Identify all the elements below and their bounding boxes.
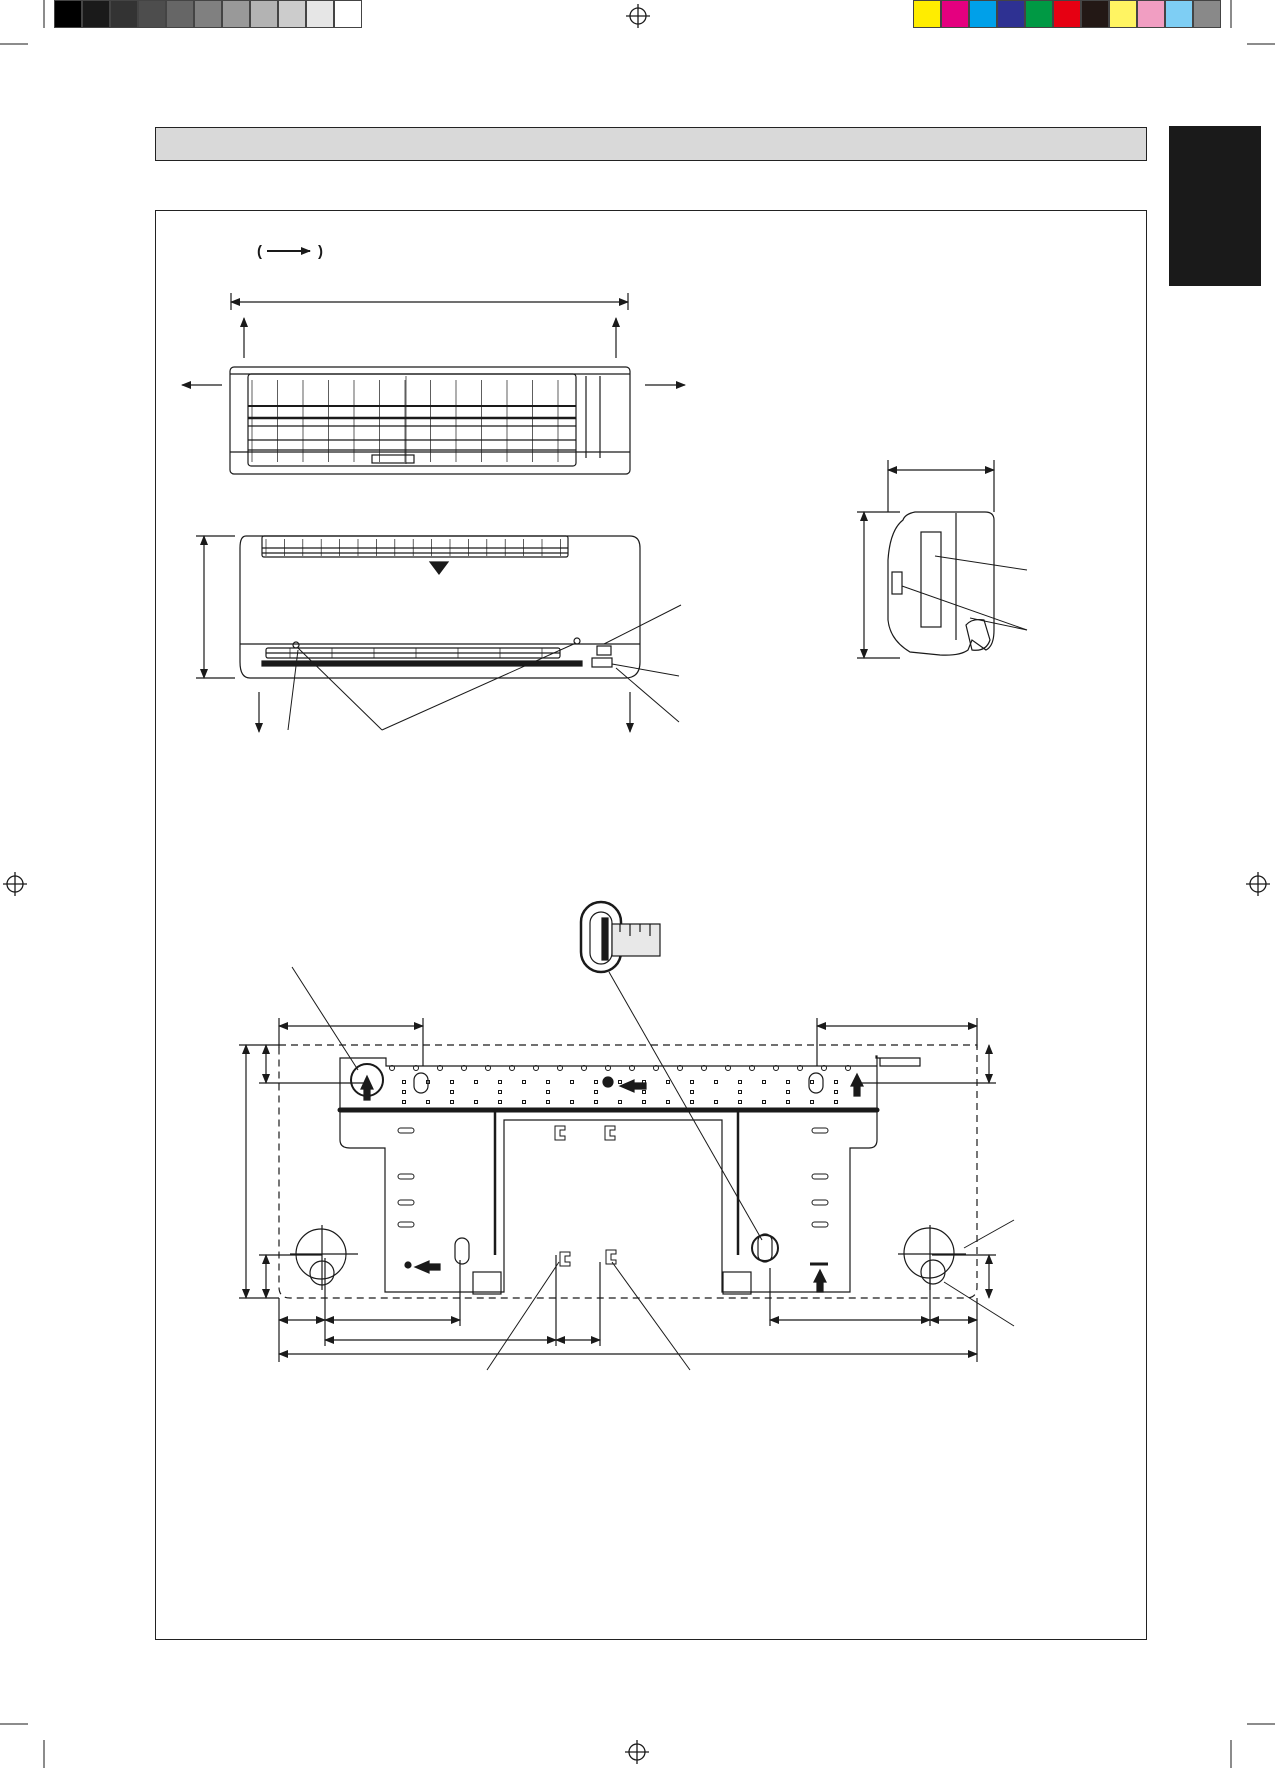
- mounting-slot: [739, 1091, 742, 1094]
- mounting-slot: [475, 1081, 478, 1084]
- top-intake-grille: [262, 536, 568, 557]
- leader-line: [382, 643, 576, 730]
- plate-slot: [812, 1222, 828, 1227]
- mounting-slot: [739, 1081, 742, 1084]
- front-view-unit: [196, 536, 681, 732]
- hook-notch: [605, 1126, 615, 1140]
- tape-measure-detail: [581, 902, 762, 1240]
- mounting-slot: [571, 1081, 574, 1084]
- plate-slot: [398, 1174, 414, 1179]
- side-rear-panel: [921, 532, 941, 627]
- mounting-slot: [691, 1091, 694, 1094]
- plate-slot: [398, 1128, 414, 1133]
- mounting-slot: [643, 1091, 646, 1094]
- mounting-slot: [835, 1081, 838, 1084]
- receiver-window: [597, 646, 611, 655]
- mounting-slot: [499, 1101, 502, 1104]
- leader-line: [604, 605, 681, 644]
- hook-notch: [606, 1250, 616, 1264]
- mounting-slot: [715, 1101, 718, 1104]
- mounting-slot: [619, 1101, 622, 1104]
- mounting-plate-holes: [390, 1066, 851, 1267]
- arrow-up-icon: [814, 1270, 826, 1292]
- crosshair-icon: [625, 1740, 649, 1764]
- mounting-slot: [403, 1091, 406, 1094]
- mounting-slot: [835, 1091, 838, 1094]
- mounting-slot: [451, 1101, 454, 1104]
- mounting-slot: [763, 1081, 766, 1084]
- mounting-slot: [523, 1081, 526, 1084]
- mounting-slot: [403, 1101, 406, 1104]
- crosshair-icon: [626, 4, 650, 28]
- plate-slot: [812, 1200, 828, 1205]
- mounting-slot: [595, 1101, 598, 1104]
- mounting-slot: [691, 1081, 694, 1084]
- leader-line: [616, 668, 679, 722]
- leader-line: [292, 967, 358, 1070]
- arrow-up-icon: [851, 1074, 863, 1096]
- mounting-slot: [715, 1081, 718, 1084]
- mounting-slot: [667, 1101, 670, 1104]
- mounting-slot: [547, 1101, 550, 1104]
- mounting-plate-outline: [340, 1056, 920, 1292]
- legend-open-paren: (: [257, 243, 262, 260]
- hook-notch: [555, 1126, 565, 1140]
- mounting-slot: [499, 1091, 502, 1094]
- leader-line: [935, 556, 1027, 570]
- top-view-grille: [252, 376, 558, 464]
- top-view-unit: [182, 293, 685, 474]
- leader-line: [612, 664, 679, 676]
- plate-slot: [812, 1128, 828, 1133]
- hook-notch: [560, 1252, 570, 1266]
- plate-slot: [398, 1200, 414, 1205]
- mounting-slot: [595, 1091, 598, 1094]
- mounting-slot: [523, 1101, 526, 1104]
- mounting-slot: [475, 1101, 478, 1104]
- mounting-slot: [667, 1081, 670, 1084]
- mounting-slot: [547, 1081, 550, 1084]
- arrow-left-icon: [415, 1261, 440, 1273]
- mounting-slot: [451, 1081, 454, 1084]
- mounting-slot: [787, 1101, 790, 1104]
- mounting-slot: [619, 1081, 622, 1084]
- mounting-slot: [787, 1091, 790, 1094]
- mounting-slot: [787, 1081, 790, 1084]
- crosshair-icon: [3, 872, 27, 896]
- leader-line: [964, 1220, 1014, 1248]
- mounting-slot: [403, 1081, 406, 1084]
- mounting-slot: [451, 1091, 454, 1094]
- legend-arrow-symbol: [257, 243, 323, 260]
- mounting-slot: [643, 1101, 646, 1104]
- crosshair-icon: [1246, 872, 1270, 896]
- mounting-slot: [427, 1101, 430, 1104]
- mounting-slot: [835, 1101, 838, 1104]
- mounting-slot: [499, 1081, 502, 1084]
- leader-line: [297, 647, 382, 730]
- mounting-slot: [595, 1081, 598, 1084]
- mounting-slot: [739, 1101, 742, 1104]
- legend-close-paren: ): [318, 243, 323, 260]
- mounting-slot: [763, 1101, 766, 1104]
- mounting-slot: [571, 1101, 574, 1104]
- mounting-slot: [547, 1091, 550, 1094]
- mounting-plate: [239, 967, 1014, 1370]
- mounting-slot: [691, 1101, 694, 1104]
- mounting-slot: [811, 1101, 814, 1104]
- plate-slot: [398, 1222, 414, 1227]
- side-view-unit: [857, 460, 1027, 658]
- mounting-slot: [643, 1081, 646, 1084]
- mounting-slot: [811, 1081, 814, 1084]
- top-view-body: [230, 367, 630, 474]
- plate-slot: [812, 1174, 828, 1179]
- pipe-hole-right: [904, 1228, 954, 1278]
